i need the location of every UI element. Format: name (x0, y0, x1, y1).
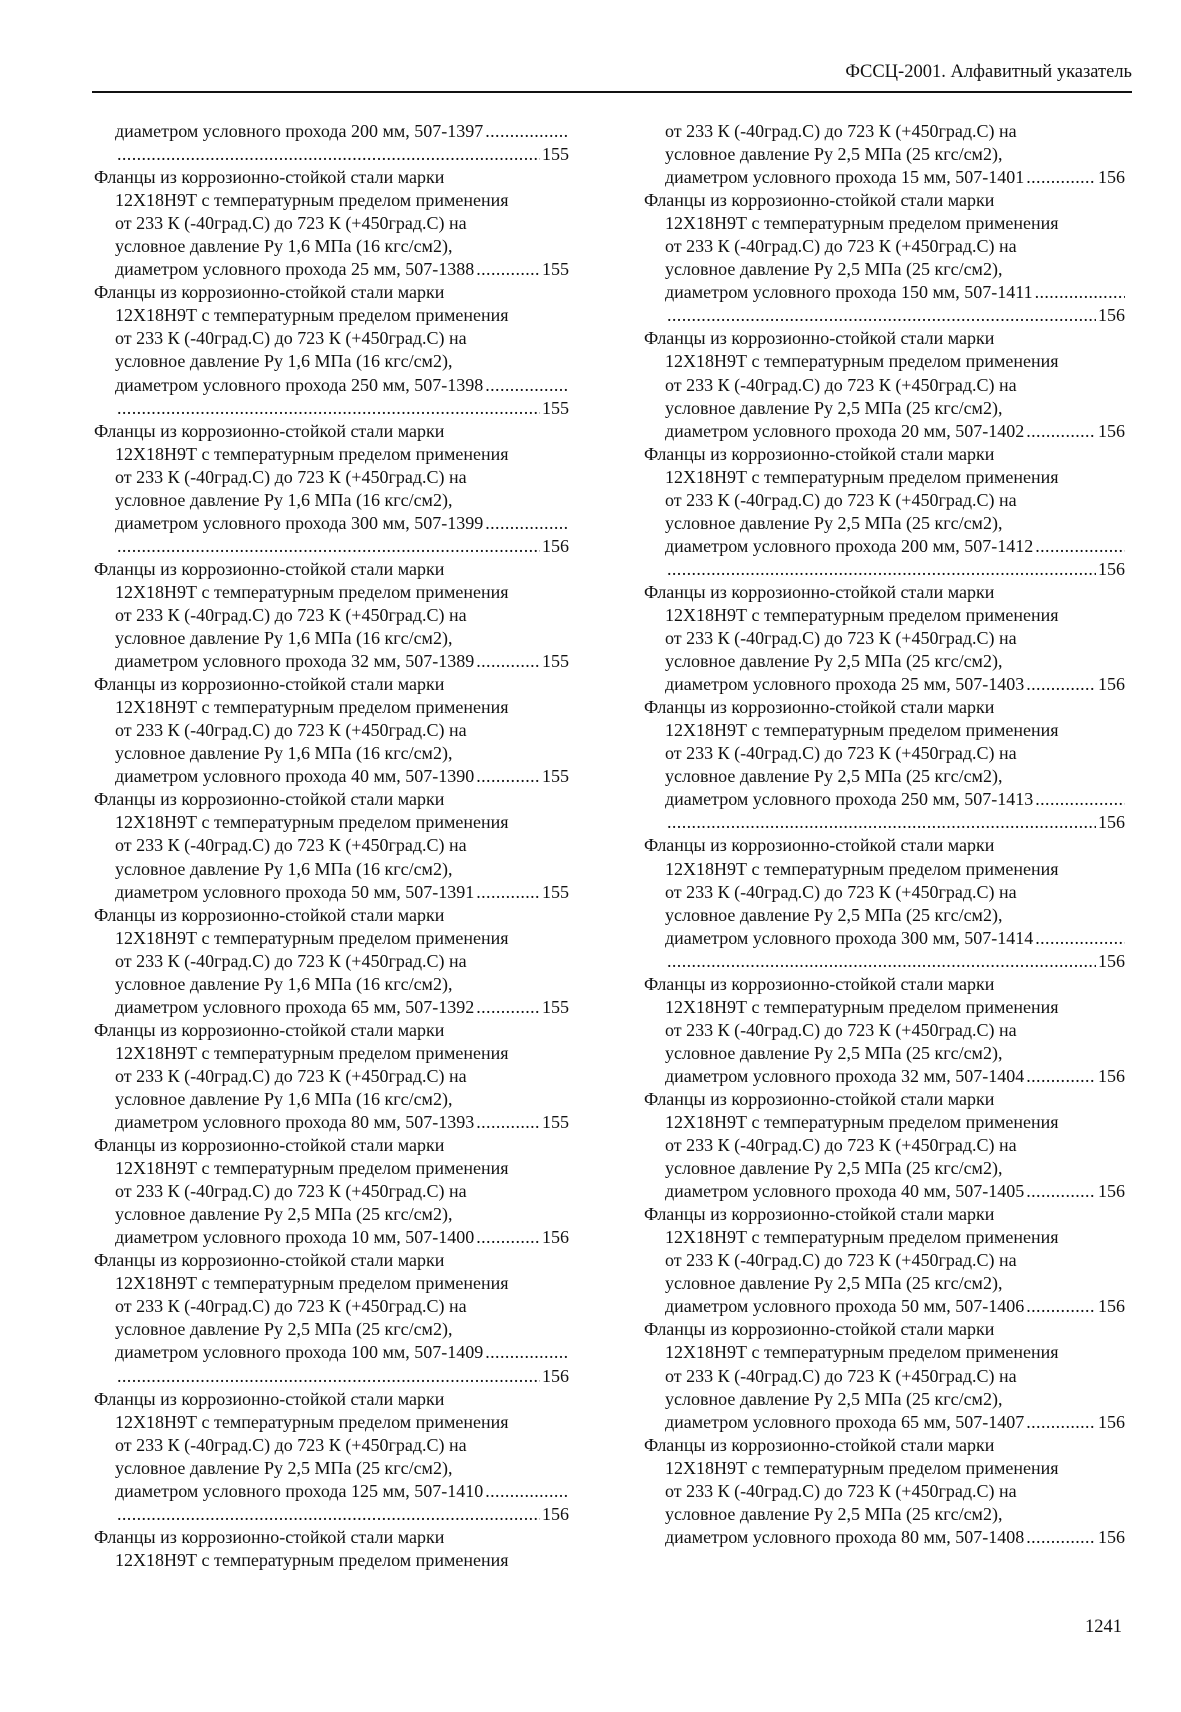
index-line: от 233 К (-40град.С) до 723 К (+450град.С) на (115, 466, 467, 487)
index-line: Фланцы из коррозионно-стойкой стали марки (94, 1388, 445, 1409)
index-line: условное давление Ру 2,5 МПа (25 кгс/см2), (665, 1273, 1003, 1294)
index-line (644, 166, 1125, 189)
index-line (644, 673, 1125, 696)
index-line: условное давление Ру 2,5 МПа (25 кгс/см2), (665, 1503, 1003, 1524)
index-line: от 233 К (-40град.С) до 723 К (+450град.С) на (115, 835, 467, 856)
dot-leader (1026, 1180, 1096, 1203)
dot-leader (1035, 788, 1125, 811)
index-line: 12Х18Н9Т с температурным пределом применения (115, 305, 509, 326)
index-line (644, 1295, 1125, 1318)
dot-leader (1035, 535, 1125, 558)
index-line: от 233 К (-40град.С) до 723 К (+450град.С) на (115, 720, 467, 741)
dot-leader (476, 1226, 540, 1249)
index-line: 12Х18Н9Т с температурным пределом применения (665, 1457, 1059, 1478)
index-line (644, 535, 1125, 558)
index-line: от 233 К (-40град.С) до 723 К (+450град.С) на (665, 1135, 1017, 1156)
index-line (644, 927, 1125, 950)
index-line: 12Х18Н9Т с температурным пределом применения (115, 812, 509, 833)
index-line: 12Х18Н9Т с температурным пределом применения (115, 1158, 509, 1179)
index-line (94, 996, 569, 1019)
page-reference: 156 (542, 535, 569, 556)
index-line: 12Х18Н9Т с температурным пределом применения (665, 1227, 1059, 1248)
index-line: условное давление Ру 1,6 МПа (16 кгс/см2), (115, 489, 453, 510)
index-line: от 233 К (-40град.С) до 723 К (+450град.С) на (665, 1019, 1017, 1040)
index-line: Фланцы из коррозионно-стойкой стали марки (644, 697, 995, 718)
index-line: Фланцы из коррозионно-стойкой стали марки (94, 282, 445, 303)
page-number: 1241 (1085, 1617, 1122, 1637)
entry-text: диаметром условного прохода 300 мм, 507-1399 (115, 512, 484, 533)
entry-text: диаметром условного прохода 50 мм, 507-1406 (665, 1296, 1025, 1317)
page-reference: 155 (542, 144, 569, 165)
dot-leader (117, 143, 540, 166)
index-line: условное давление Ру 2,5 МПа (25 кгс/см2), (115, 1457, 453, 1478)
dot-leader (476, 996, 540, 1019)
entry-text: диаметром условного прохода 32 мм, 507-1404 (665, 1065, 1025, 1086)
index-line (94, 1480, 569, 1503)
index-line: от 233 К (-40град.С) до 723 К (+450град.С) на (665, 121, 1017, 141)
page-reference: 156 (1098, 674, 1125, 695)
index-line: условное давление Ру 2,5 МПа (25 кгс/см2), (665, 766, 1003, 787)
index-line: 12Х18Н9Т с температурным пределом применения (115, 1411, 509, 1432)
entry-text: диаметром условного прохода 40 мм, 507-1390 (115, 766, 475, 787)
index-line: условное давление Ру 2,5 МПа (25 кгс/см2), (665, 512, 1003, 533)
index-line: от 233 К (-40град.С) до 723 К (+450град.С) на (665, 374, 1017, 395)
dot-leader (117, 535, 540, 558)
dot-leader (1026, 673, 1096, 696)
index-line (644, 1411, 1125, 1434)
dot-leader (117, 397, 540, 420)
index-line: от 233 К (-40град.С) до 723 К (+450град.С) на (665, 1480, 1017, 1501)
index-line (644, 1180, 1125, 1203)
index-line: Фланцы из коррозионно-стойкой стали марки (94, 1250, 445, 1271)
index-line (644, 420, 1125, 443)
index-line: Фланцы из коррозионно-стойкой стали марки (644, 1204, 995, 1225)
index-line (94, 1503, 569, 1526)
index-line: Фланцы из коррозионно-стойкой стали марки (644, 835, 995, 856)
entry-text: диаметром условного прохода 25 мм, 507-1403 (665, 674, 1025, 695)
dot-leader (476, 258, 540, 281)
index-line: условное давление Ру 2,5 МПа (25 кгс/см2), (665, 397, 1003, 418)
index-line: Фланцы из коррозионно-стойкой стали марки (644, 1088, 995, 1109)
dot-leader (1026, 420, 1096, 443)
page-reference: 156 (1098, 1065, 1125, 1086)
index-line: от 233 К (-40град.С) до 723 К (+450град.С) на (115, 1296, 467, 1317)
index-line: 12Х18Н9Т с температурным пределом применения (115, 190, 509, 211)
index-line: 12Х18Н9Т с температурным пределом применения (115, 443, 509, 464)
index-line: условное давление Ру 1,6 МПа (16 кгс/см2), (115, 628, 453, 649)
entry-text: диаметром условного прохода 65 мм, 507-1392 (115, 996, 475, 1017)
index-line: условное давление Ру 2,5 МПа (25 кгс/см2), (665, 904, 1003, 925)
index-line: условное давление Ру 1,6 МПа (16 кгс/см2), (115, 858, 453, 879)
dot-leader (476, 765, 540, 788)
dot-leader (485, 1341, 569, 1364)
index-line: 12Х18Н9Т с температурным пределом применения (115, 581, 509, 602)
index-line (94, 881, 569, 904)
index-line (94, 120, 569, 143)
index-line: от 233 К (-40град.С) до 723 К (+450град.С) на (665, 881, 1017, 902)
entry-text: диаметром условного прохода 250 мм, 507-1413 (665, 789, 1034, 810)
index-line: от 233 К (-40град.С) до 723 К (+450град.С) на (665, 1250, 1017, 1271)
index-line: 12Х18Н9Т с температурным пределом применения (665, 213, 1059, 234)
page-reference: 156 (1098, 558, 1125, 579)
index-line (94, 650, 569, 673)
index-line (644, 811, 1125, 834)
index-line (94, 1111, 569, 1134)
page-reference: 156 (1098, 1296, 1125, 1317)
dot-leader (667, 304, 1096, 327)
index-line: 12Х18Н9Т с температурным пределом применения (115, 927, 509, 948)
index-line: условное давление Ру 2,5 МПа (25 кгс/см2), (665, 651, 1003, 672)
index-line (94, 535, 569, 558)
entry-text: диаметром условного прохода 25 мм, 507-1388 (115, 259, 475, 280)
entry-text: диаметром условного прохода 50 мм, 507-1391 (115, 881, 475, 902)
index-line: 12Х18Н9Т с температурным пределом применения (665, 858, 1059, 879)
entry-text: диаметром условного прохода 150 мм, 507-1411 (665, 282, 1033, 303)
index-line: 12Х18Н9Т с температурным пределом применения (115, 1042, 509, 1063)
index-line: Фланцы из коррозионно-стойкой стали марки (94, 1526, 445, 1547)
index-line: Фланцы из коррозионно-стойкой стали марки (644, 581, 995, 602)
entry-text: диаметром условного прохода 80 мм, 507-1393 (115, 1112, 475, 1133)
index-line: условное давление Ру 2,5 МПа (25 кгс/см2), (665, 1042, 1003, 1063)
index-line: Фланцы из коррозионно-стойкой стали марки (644, 1319, 995, 1340)
index-line (94, 397, 569, 420)
index-line: от 233 К (-40град.С) до 723 К (+450град.С) на (115, 604, 467, 625)
index-line: Фланцы из коррозионно-стойкой стали марки (644, 973, 995, 994)
index-line (644, 788, 1125, 811)
index-column-right (644, 120, 1125, 1549)
index-line: условное давление Ру 1,6 МПа (16 кгс/см2), (115, 351, 453, 372)
index-line: от 233 К (-40град.С) до 723 К (+450град.С) на (665, 743, 1017, 764)
index-line: 12Х18Н9Т с температурным пределом применения (665, 996, 1059, 1017)
index-line (644, 558, 1125, 581)
index-line (644, 304, 1125, 327)
index-line (94, 374, 569, 397)
page-reference: 155 (542, 881, 569, 902)
index-line (644, 1065, 1125, 1088)
index-line: условное давление Ру 1,6 МПа (16 кгс/см2), (115, 1088, 453, 1109)
index-line: от 233 К (-40град.С) до 723 К (+450град.С) на (115, 1181, 467, 1202)
index-line: Фланцы из коррозионно-стойкой стали марки (644, 1434, 995, 1455)
dot-leader (1026, 166, 1096, 189)
dot-leader (1026, 1295, 1096, 1318)
dot-leader (1026, 1065, 1096, 1088)
page-reference: 156 (1098, 167, 1125, 188)
index-line: 12Х18Н9Т с температурным пределом применения (115, 697, 509, 718)
page-reference: 156 (542, 1227, 569, 1248)
page-reference: 156 (1098, 950, 1125, 971)
page-reference: 156 (1098, 812, 1125, 833)
index-line: Фланцы из коррозионно-стойкой стали марки (94, 558, 445, 579)
dot-leader (485, 374, 569, 397)
index-line (644, 281, 1125, 304)
entry-text: диаметром условного прохода 200 мм, 507-1412 (665, 535, 1034, 556)
dot-leader (117, 1365, 540, 1388)
index-line (94, 1341, 569, 1364)
running-header-title: ФССЦ-2001. Алфавитный указатель (845, 62, 1132, 82)
index-line: от 233 К (-40град.С) до 723 К (+450град.С) на (115, 1065, 467, 1086)
page-reference: 156 (542, 1365, 569, 1386)
entry-text: диаметром условного прохода 80 мм, 507-1408 (665, 1526, 1025, 1547)
page-reference: 156 (542, 1503, 569, 1524)
page-reference: 155 (542, 1112, 569, 1133)
index-line: условное давление Ру 2,5 МПа (25 кгс/см2), (665, 1388, 1003, 1409)
dot-leader (485, 512, 569, 535)
entry-text: диаметром условного прохода 100 мм, 507-1409 (115, 1342, 484, 1363)
dot-leader (1035, 927, 1125, 950)
index-line: Фланцы из коррозионно-стойкой стали марки (94, 674, 445, 695)
index-line: 12Х18Н9Т с температурным пределом применения (665, 466, 1059, 487)
index-line: Фланцы из коррозионно-стойкой стали марки (94, 420, 445, 441)
entry-text: диаметром условного прохода 200 мм, 507-1397 (115, 121, 484, 141)
entry-text: диаметром условного прохода 125 мм, 507-1410 (115, 1480, 484, 1501)
index-line: условное давление Ру 2,5 МПа (25 кгс/см2), (665, 1158, 1003, 1179)
dot-leader (667, 558, 1096, 581)
dot-leader (667, 811, 1096, 834)
index-line: от 233 К (-40град.С) до 723 К (+450град.С) на (665, 236, 1017, 257)
index-line: условное давление Ру 1,6 МПа (16 кгс/см2), (115, 743, 453, 764)
index-line: условное давление Ру 2,5 МПа (25 кгс/см2), (665, 144, 1003, 165)
entry-text: диаметром условного прохода 10 мм, 507-1400 (115, 1227, 475, 1248)
index-line: условное давление Ру 2,5 МПа (25 кгс/см2), (665, 259, 1003, 280)
page-reference: 156 (1098, 1526, 1125, 1547)
entry-text: диаметром условного прохода 65 мм, 507-1407 (665, 1411, 1025, 1432)
index-line: Фланцы из коррозионно-стойкой стали марки (94, 167, 445, 188)
index-line: условное давление Ру 2,5 МПа (25 кгс/см2), (115, 1319, 453, 1340)
index-line: 12Х18Н9Т с температурным пределом применения (665, 1112, 1059, 1133)
dot-leader (1035, 281, 1125, 304)
index-line: условное давление Ру 1,6 МПа (16 кгс/см2), (115, 236, 453, 257)
entry-text: диаметром условного прохода 40 мм, 507-1405 (665, 1181, 1025, 1202)
dot-leader (117, 1503, 540, 1526)
index-column-left (94, 120, 569, 1572)
index-line: от 233 К (-40град.С) до 723 К (+450град.С) на (665, 628, 1017, 649)
index-line: 12Х18Н9Т с температурным пределом применения (115, 1273, 509, 1294)
index-line: от 233 К (-40град.С) до 723 К (+450град.С) на (115, 328, 467, 349)
index-line (644, 950, 1125, 973)
index-line: от 233 К (-40град.С) до 723 К (+450град.С) на (115, 950, 467, 971)
dot-leader (476, 1111, 540, 1134)
dot-leader (485, 120, 569, 143)
dot-leader (476, 650, 540, 673)
page-reference: 156 (1098, 420, 1125, 441)
index-line (644, 1526, 1125, 1549)
entry-text: диаметром условного прохода 32 мм, 507-1389 (115, 651, 475, 672)
index-line: от 233 К (-40град.С) до 723 К (+450град.С) на (665, 489, 1017, 510)
page-reference: 155 (542, 996, 569, 1017)
index-line (94, 1226, 569, 1249)
index-line: 12Х18Н9Т с температурным пределом применения (665, 351, 1059, 372)
index-line: Фланцы из коррозионно-стойкой стали марки (94, 1019, 445, 1040)
index-line: Фланцы из коррозионно-стойкой стали марки (644, 328, 995, 349)
index-line: Фланцы из коррозионно-стойкой стали марки (644, 443, 995, 464)
dot-leader (1026, 1526, 1096, 1549)
entry-text: диаметром условного прохода 250 мм, 507-1398 (115, 374, 484, 395)
page-reference: 156 (1098, 1411, 1125, 1432)
index-line: 12Х18Н9Т с температурным пределом применения (665, 1342, 1059, 1363)
index-line: от 233 К (-40град.С) до 723 К (+450град.С) на (665, 1365, 1017, 1386)
page-reference: 156 (1098, 1181, 1125, 1202)
index-line (94, 512, 569, 535)
index-line (94, 765, 569, 788)
index-line: от 233 К (-40град.С) до 723 К (+450град.С) на (115, 1434, 467, 1455)
index-line: Фланцы из коррозионно-стойкой стали марки (94, 904, 445, 925)
entry-text: диаметром условного прохода 300 мм, 507-1414 (665, 927, 1034, 948)
index-line: от 233 К (-40град.С) до 723 К (+450град.С) на (115, 213, 467, 234)
page-reference: 156 (1098, 305, 1125, 326)
index-line: Фланцы из коррозионно-стойкой стали марки (644, 190, 995, 211)
index-line: 12Х18Н9Т с температурным пределом применения (665, 720, 1059, 741)
header-rule (92, 91, 1132, 93)
page-reference: 155 (542, 651, 569, 672)
index-line (94, 1365, 569, 1388)
dot-leader (485, 1480, 569, 1503)
index-line: 12Х18Н9Т с температурным пределом применения (665, 604, 1059, 625)
entry-text: диаметром условного прохода 20 мм, 507-1402 (665, 420, 1025, 441)
index-line: условное давление Ру 1,6 МПа (16 кгс/см2), (115, 973, 453, 994)
page-reference: 155 (542, 397, 569, 418)
index-line (94, 143, 569, 166)
index-line: Фланцы из коррозионно-стойкой стали марки (94, 1135, 445, 1156)
index-line (94, 258, 569, 281)
page-reference: 155 (542, 259, 569, 280)
index-line: Фланцы из коррозионно-стойкой стали марки (94, 789, 445, 810)
index-line: условное давление Ру 2,5 МПа (25 кгс/см2), (115, 1204, 453, 1225)
dot-leader (476, 881, 540, 904)
dot-leader (667, 950, 1096, 973)
index-line: 12Х18Н9Т с температурным пределом применения (115, 1549, 509, 1570)
entry-text: диаметром условного прохода 15 мм, 507-1401 (665, 167, 1025, 188)
page-reference: 155 (542, 766, 569, 787)
dot-leader (1026, 1411, 1096, 1434)
